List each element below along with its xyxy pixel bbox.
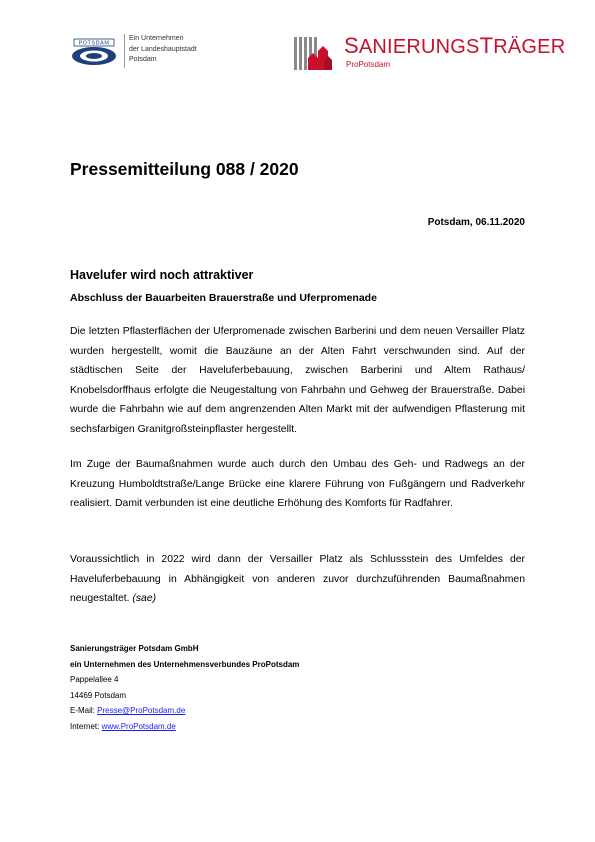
email-line [70,703,299,719]
internet-line [70,719,299,735]
svg-text:POTSDAM: POTSDAM [78,40,110,47]
company-name: Sanierungsträger Potsdam GmbH [70,644,199,653]
body-paragraph: Die letzten Pflasterflächen der Uferpromenade zwischen Barberini und dem neuen Versailler Platz wurden hergestellt, womit die Bauzäune an der Alten Fahrt verschwunden sind. Auf der städtischen Seite der Haveluferbebauung, zwischen Barberini und Altem Rathaus/ Knobelsdorffhaus erfolgte die Neugestaltung von Fahrbahn und Gehweg der Brauerstraße. Dabei wurde die Fahrbahn wie auf dem angrenzenden Alten Markt mit der aufwendigen Pflasterung mit sechsfarbigen Granitgroßsteinpflaster hergestellt. [70,326,525,435]
potsdam-crest-logo [70,36,118,66]
email-link[interactable]: Presse@ProPotsdam.de [97,706,186,716]
logo-divider [124,34,125,68]
release-date: Potsdam, 06.11.2020 [427,217,525,228]
page-title: Pressemitteilung 088 / 2020 [70,159,299,179]
body-paragraph [70,550,525,609]
potsdam-logo-line: der Landeshauptstadt [129,45,197,53]
body-paragraph-text: Voraussichtlich in 2022 wird dann der Versailler Platz als Schlussstein des Umfeldes der Haveluferbebauung in Abhängigkeit von anderen zuvor durchzuführenden Baumaßnahmen neugestaltet. [70,554,525,605]
body-paragraph: Im Zuge der Baumaßnahmen wurde auch durch den Umbau des Geh- und Radwegs an der Kreuzung Humboldtstraße/Lange Brücke eine klarere Führung von Fußgängern und Radverkehr realisiert. Damit verbunden ist eine deutliche Erhöhung des Komforts für Radfahrer. [70,459,525,510]
headline: Havelufer wird noch attraktiver [70,268,254,282]
address-city: 14469 Potsdam [70,690,127,700]
potsdam-logo-line: Ein Unternehmen [129,35,184,42]
contact-footer [70,641,299,735]
potsdam-logo-text [129,34,197,66]
company-affiliation: ein Unternehmen des Unternehmensverbundes ProPotsdam [70,659,300,669]
sanierungstraeger-wordmark: SANIERUNGSTRÄGER [344,33,566,58]
address-street: Pappelallee 4 [70,675,119,685]
author-signature: (sae) [132,593,157,605]
subheadline: Abschluss der Bauarbeiten Brauerstraße und Uferpromenade [70,292,377,304]
propotsdam-subtitle: ProPotsdam [346,60,391,69]
website-link[interactable]: www.ProPotsdam.de [101,721,176,731]
email-label: E-Mail: [70,706,98,716]
sanierungstraeger-building-icon [294,34,334,70]
internet-label: Internet: [70,721,102,731]
potsdam-logo-line: Potsdam [129,56,157,63]
